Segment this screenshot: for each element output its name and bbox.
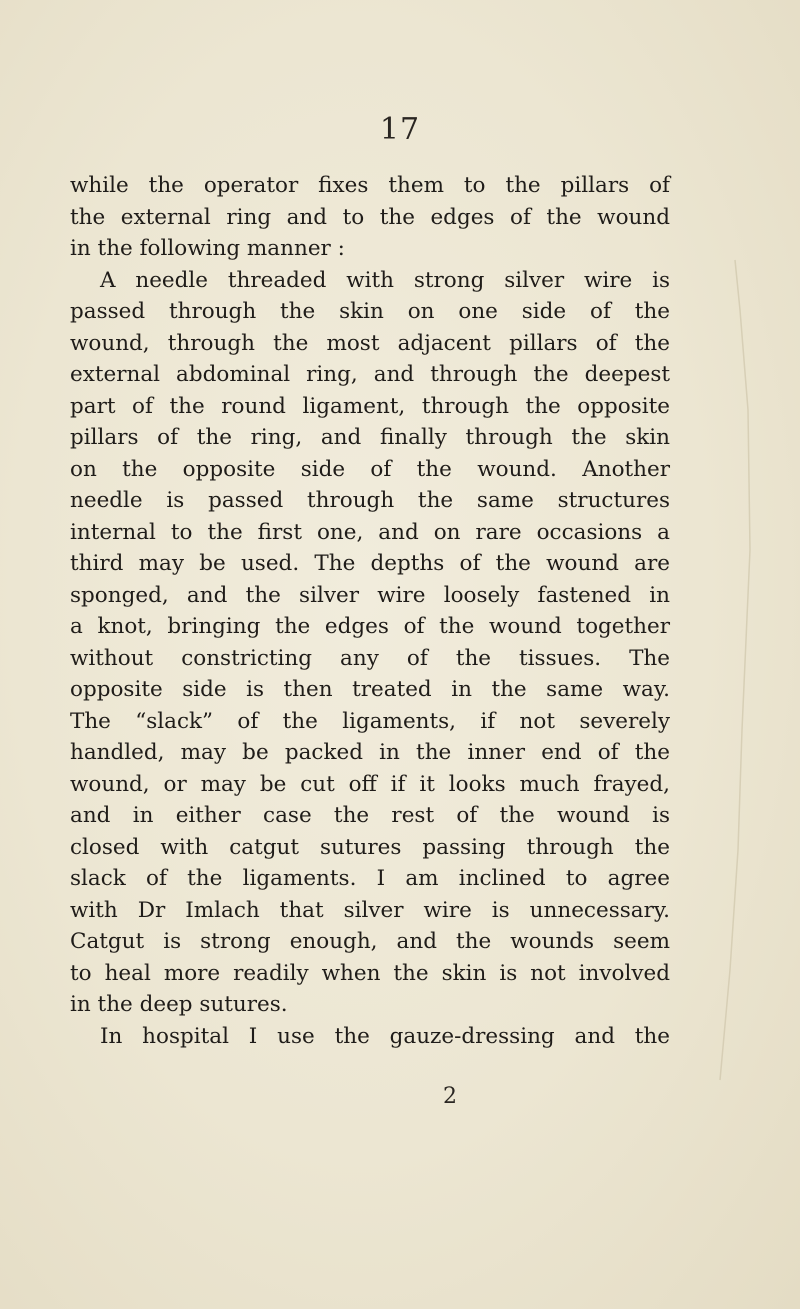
- text-line: pillars of the ring, and finally through the skin: [70, 425, 670, 450]
- text-line: opposite side is then treated in the same way.: [70, 677, 670, 702]
- text-line: without constricting any of the tissues. The: [70, 645, 670, 671]
- page-shadow-edge: [650, 250, 800, 1150]
- text-line: needle is passed through the same structures: [70, 488, 670, 513]
- signature-mark: 2: [443, 1084, 457, 1109]
- text-line: passed through the skin on one side of the: [70, 299, 670, 324]
- text-line: to heal more readily when the skin is not involved: [70, 960, 670, 986]
- text-line: a knot, bringing the edges of the wound together: [70, 614, 670, 639]
- text-line: wound, through the most adjacent pillars of the: [70, 330, 670, 356]
- text-line: closed with catgut sutures passing through the: [70, 834, 670, 860]
- page-number: 17: [379, 112, 421, 147]
- text-line: third may be used. The depths of the wound are: [70, 551, 670, 576]
- text-line: A needle threaded with strong silver wire is: [100, 267, 670, 293]
- text-line: Catgut is strong enough, and the wounds seem: [70, 929, 670, 954]
- text-line: in the following manner :: [70, 236, 345, 261]
- text-line: with Dr Imlach that silver wire is unnecessary.: [70, 897, 670, 923]
- body-text: [70, 170, 670, 1052]
- text-line: in the deep sutures.: [70, 992, 288, 1017]
- text-line: external abdominal ring, and through the deepest: [70, 362, 670, 387]
- text-line: The “slack” of the ligaments, if not severely: [70, 708, 670, 734]
- text-line: sponged, and the silver wire loosely fastened in: [70, 582, 670, 608]
- text-line: the external ring and to the edges of the wound: [70, 204, 670, 230]
- text-line: internal to the first one, and on rare occasions a: [70, 519, 670, 545]
- text-line: In hospital I use the gauze-dressing and the: [100, 1023, 670, 1049]
- text-line: handled, may be packed in the inner end of the: [70, 740, 670, 765]
- text-line: while the operator fixes them to the pillars of: [70, 173, 670, 198]
- text-line: and in either case the rest of the wound is: [70, 803, 670, 828]
- text-line: slack of the ligaments. I am inclined to agree: [70, 866, 670, 891]
- text-line: wound, or may be cut off if it looks much frayed,: [70, 771, 670, 797]
- text-line: part of the round ligament, through the opposite: [70, 393, 670, 419]
- text-line: on the opposite side of the wound. Another: [70, 456, 670, 482]
